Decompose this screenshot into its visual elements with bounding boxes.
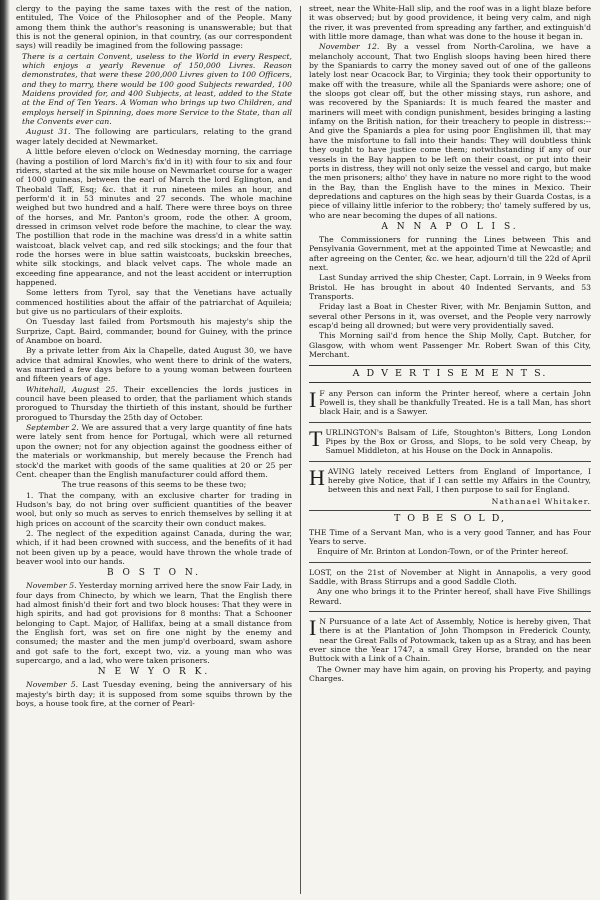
ad-text: F any Person can inform the Printer hereof, where a certain John Powell is, they shall be thankfully Treated. He is a tall Man, has short black Hair, and is a Sawyer. bbox=[319, 388, 591, 417]
article-text: Yesterday morning arrived here the snow Fair Lady, in four days from Chinecto, by which we learn, That the English there had almost finish'd their fort and two block houses: That they were in high spirits, and had got provisions for 8 months: That a Schooner belonging to Capt. Major, of Hallifax, being at a small distance from the English fort, was set on fire one night by the enemy and consumed; the master and the men jump'd overboard, swam ashore and got safe to the fort, except two, viz. a young man who was supercargo, and a lad, who were taken prisoners. bbox=[16, 581, 292, 666]
article-paragraph: On Tuesday last failed from Portsmouth his majesty's ship the Surprize, Capt. Baird, commander, bound for Guiney, with the prince of Anamboe on board. bbox=[16, 317, 292, 346]
article-paragraph bbox=[16, 581, 292, 665]
drop-cap: H bbox=[309, 464, 325, 490]
article-paragraph: By a private letter from Aix la Chapelle, dated August 30, we have advice that admiral Knowles, who went there to drink of the waters, was married a few days before to a young woman between fourteen and fifteen years of age. bbox=[16, 346, 292, 384]
to-be-sold-heading: T O B E S O L D, bbox=[393, 513, 507, 525]
ad-signature: Nathanael Whitaker. bbox=[491, 496, 591, 506]
dateline: November 12. bbox=[319, 42, 380, 52]
article-paragraph: street, near the White-Hall slip, and the roof was in a light blaze before it was observed; but by good providence, it being very calm, and nigh the river, it was prevented from spreading any farther, and extinguish'd with little more damage, than what was done to the house it began in. bbox=[309, 4, 591, 42]
advertisement bbox=[309, 465, 591, 511]
article-paragraph: clergy to the paying the same taxes with the rest of the nation, entituled, The Voice of the Philosopher and of the People. Many among them think the author's reasoning is unanswerable; but that this is not the general opinion, in that country, (as our correspondent says) will readily be imagined from the following passage: bbox=[16, 4, 292, 51]
drop-cap: I bbox=[309, 614, 317, 640]
binding-edge bbox=[0, 0, 10, 900]
article-text: We are assured that a very large quantity of fine hats were lately sent from hence for Portugal, which were all returned upon the owner; not for any objection against the goodness either of the materials or workmanship, but merely because the French had stock'd the market with goods of the same qualities at 20 or 25 per Cent. cheaper than the English manufacturer could afford them. bbox=[16, 423, 292, 479]
article-paragraph: Last Sunday arrived the ship Chester, Capt. Lorrain, in 9 Weeks from Bristol. He has brought in about 40 Indented Servants, and 53 Transports. bbox=[309, 273, 591, 301]
drop-cap: T bbox=[309, 425, 323, 451]
article-paragraph: This Morning sail'd from hence the Ship Molly, Capt. Butcher, for Glasgow, with whom went Passenger Mr. Robert Swan of this City, Merchant. bbox=[309, 331, 591, 360]
advertisement bbox=[309, 566, 591, 612]
article-text: Their excellencies the lords justices in council have been pleased to order, that the parliament which stands prorogued to Thursday the thirtieth of this instant, should be further prorogued to Thursday the 25th day of October. bbox=[16, 384, 292, 422]
ad-text: URLINGTON's Balsam of Life, Stoughton's Bitters, Long London Pipes by the Box or Gross, and Slops, to be sold very Cheap, by Samuel Middleton, at his House on the Dock in Annapolis. bbox=[325, 427, 591, 456]
article-paragraph bbox=[16, 127, 292, 146]
article-paragraph: 2. The neglect of the expedition against Canada, during the war, which, if it had been crowned with success, and the benefits of it had not been given up by a peace, would have thrown the whole trade of beaver wool into our hands. bbox=[16, 528, 292, 566]
advertisement bbox=[309, 426, 591, 462]
ad-text: N Pursuance of a late Act of Assembly, Notice is hereby given, That there is at the Plantation of John Thompson in Frederick County, near the Great Falls of Potowmack, taken up as a Stray, and has been ever since the Year 1747, a small Grey Horse, branded on the near Buttock with a Link of a Chain. bbox=[309, 616, 591, 664]
dateline: September 2. bbox=[26, 423, 79, 433]
advertisement bbox=[309, 526, 591, 563]
ad-text: AVING lately received Letters from England of Importance, I hereby give Notice, that if I can settle my Affairs in the Country, between this and next Fall, I then purpose to sail for England. bbox=[327, 466, 591, 495]
right-column bbox=[309, 4, 591, 896]
article-paragraph: The Commissioners for running the Lines between This and Pensylvania Government, met at the appointed Time at Newcastle; and after agreeing on the Center, &c. we hear, adjourn'd till the 22d of April next. bbox=[309, 234, 591, 272]
column-divider bbox=[300, 6, 301, 894]
drop-cap: I bbox=[309, 386, 317, 412]
article-paragraph: Some letters from Tyrol, say that the Venetians have actually commenced hostilities about the affair of the patriarchat of Aquileia; but give us no particulars of their exploits. bbox=[16, 288, 292, 316]
article-paragraph: The true reasons of this seems to be these two; bbox=[61, 480, 247, 490]
article-paragraph bbox=[16, 385, 292, 422]
article-paragraph bbox=[309, 42, 591, 220]
left-column bbox=[16, 4, 292, 896]
article-paragraph bbox=[16, 423, 292, 479]
dateline: November 5. bbox=[26, 581, 77, 591]
quoted-passage: There is a certain Convent, useless to the World in every Respect, which enjoys a yearly Revenue of 150,000 Livres. Reason demonstrates, that were these 200,000 Livres given to 100 Officers, and they to marry, there would be 100 good Subjects rewarded, 100 Maidens provided for, and 400 Subjects, at least, added to the State at the End of Ten Years. A Woman who brings up two Children, and employs herself in Spinning, does more Service to the State, than all the Convents ever can. bbox=[22, 51, 292, 127]
dateline: Whitehall, August 25. bbox=[26, 384, 118, 394]
article-paragraph bbox=[16, 680, 292, 708]
article-paragraph: 1. That the company, with an exclusive charter for trading in Hudson's bay, do not bring over sufficient quantities of the beaver wool, but only so much as serves to enrich themselves by selling it at high prices on account of the scarcity their own conduct makes. bbox=[16, 490, 292, 528]
dateline: November 5. bbox=[26, 680, 79, 690]
article-text: Last Tuesday evening, being the anniversary of his majesty's birth day; it is supposed from some squibs thrown by the boys, a house took fire, at the corner of Pearl- bbox=[16, 680, 292, 709]
ad-text: Enquire of Mr. Brinton at London-Town, or of the Printer hereof. bbox=[317, 547, 569, 557]
ad-text: LOST, on the 21st of November at Night in Annapolis, a very good Saddle, with Brass Stirrups and a good Saddle Cloth. bbox=[309, 567, 591, 586]
ad-text: THE Time of a Servant Man, who is a very good Tanner, and has Four Years to serve. bbox=[309, 527, 591, 546]
advertisements-heading: A D V E R T I S E M E N T S. bbox=[309, 365, 591, 382]
advertisement bbox=[309, 387, 591, 423]
dateline: August 31. bbox=[26, 127, 71, 137]
section-heading-new-york: N E W Y O R K. bbox=[97, 667, 211, 678]
section-heading-boston: B O S T O N. bbox=[106, 568, 201, 579]
section-heading-annapolis: A N N A P O L I S. bbox=[381, 221, 519, 232]
ad-text: Any one who brings it to the Printer hereof, shall have Five Shillings Reward. bbox=[309, 587, 591, 606]
article-text: By a vessel from North-Carolina, we have a melancholy account, That two English sloops having been hired there by the Spaniards to carry the money saved out of one of the galleons lately lost near Ocacock Bar, to Virginia; they took their opportunity to make off with the treasure, while all the Spaniards were ashore; one of the sloops got clear off, but the other missing stays, run ashore, and was recovered by the Spaniards: It is much feared the master and mariners will meet with condign punishment, besides bringing a lasting infamy on the British nation, for their treachery to people in distress:--And give the Spaniards a plea for using poor Englishmen ill, that may have the misfortune to fall into their hands: They will doubtless think they ought to have justice come them; notwithstanding if any of our vessels in the Bay happen to be left on their coast, or put into their ports in distress, they will not only seize the vessel and cargo, but make the men prisoners; altho' they have in nature no more right to the wood in the Bay, than the English have to the mines in Mexico. Their depredations and captures on the high seas by their Guarda Costas, is a piece of villainy little inferior to the robbery; tho' tamely suffered by us, who are near becoming the dupes of all nations. bbox=[309, 42, 591, 220]
ad-text: The Owner may have him again, on proving his Property, and paying Charges. bbox=[309, 664, 591, 683]
article-paragraph: Friday last a Boat in Chester River, with Mr. Benjamin Sutton, and several other Persons in it, was overset, and the People very narrowly escap'd being all drowned; but were very providentially saved. bbox=[309, 302, 591, 330]
article-paragraph: A little before eleven o'clock on Wednesday morning, the carriage (having a postilion of lord March's fix'd in it) with four to six and four riders, started at the six mile house on Newmarket course for a wager of 1000 guineas, between the earl of March the lord Eglington, and Theobald Taff, Esq; &c. that it run nineteen miles an hour, and perform'd it in 53 minutes and 27 seconds. The whole machine weighed but two hundred and a half. There were three boys on three of the horses, and Mr. Panton's groom, rode the other. A groom, dressed in crimson velvet rode before the machine, to clear the way. The postillion that rode in the machine was dress'd in a white sattin waistcoat, black velvet cap, and red silk stockings; and the four that rode the horses were in blue sattin waistcoats, buckskin breeches, white silk stockings, and black velvet caps. The whole made an exceeding fine appearance, and not the least accident or interruption happened. bbox=[16, 147, 292, 287]
advertisement bbox=[309, 615, 591, 688]
article-text: The following are particulars, relating to the grand wager lately decided at Newmarket. bbox=[16, 127, 292, 146]
